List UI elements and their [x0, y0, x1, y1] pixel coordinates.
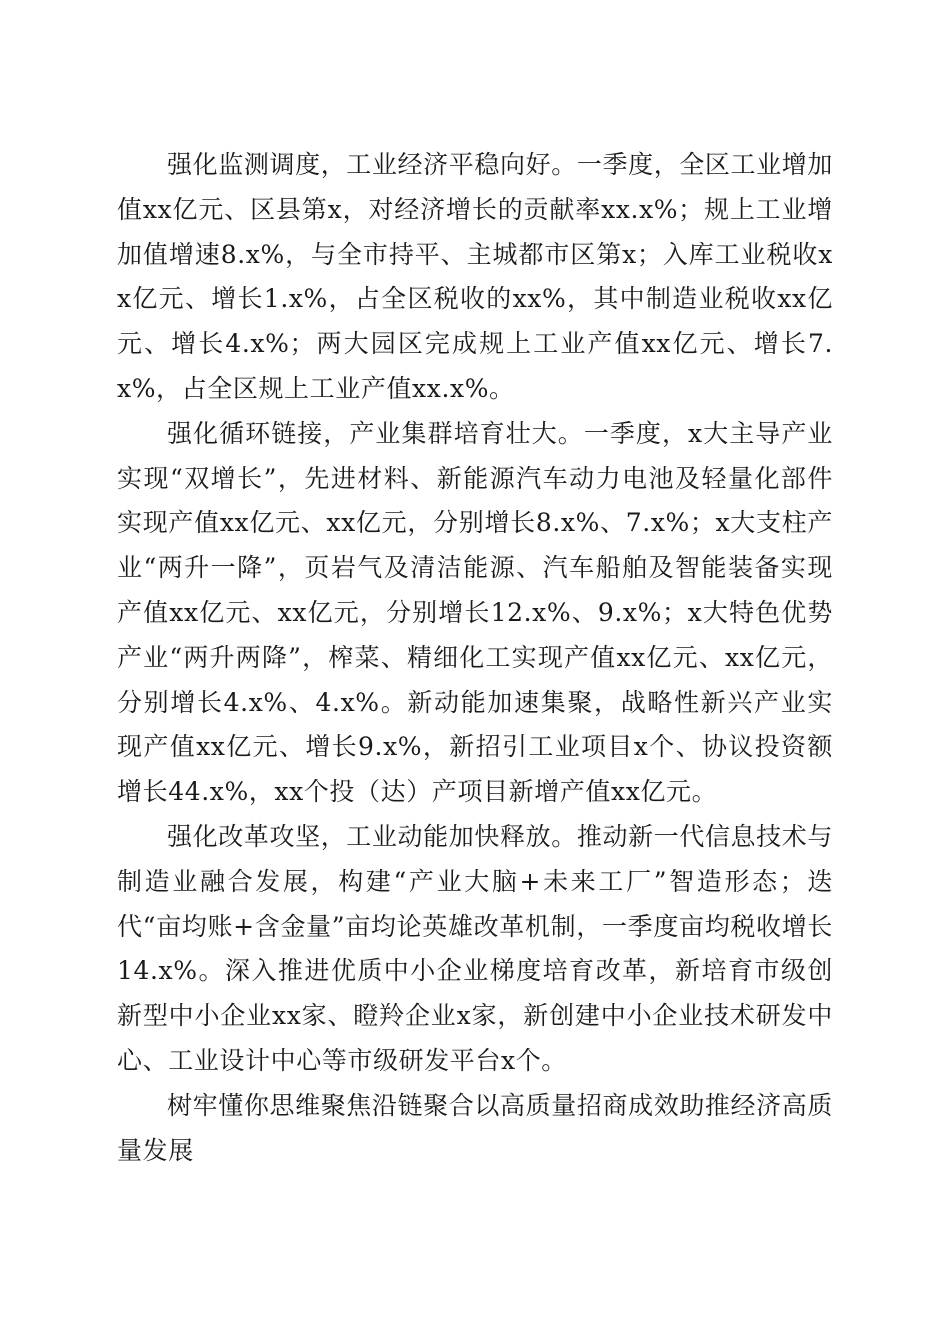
- paragraph-industrial-economy: 强化监测调度，工业经济平稳向好。一季度，全区工业增加值xx亿元、区县第x，对经济增长的贡献率xx.x%；规上工业增加值增速8.x%，与全市持平、主城都市区第x；入库工业税收xx亿元、增长1.x%，占全区税收的xx%，其中制造业税收xx亿元、增长4.x%；两大园区完成规上工业产值xx亿元、增长7.x%，占全区规上工业产值xx.x%。: [117, 150, 833, 403]
- document-page: [117, 143, 833, 1173]
- paragraph-reform: 强化改革攻坚，工业动能加快释放。推动新一代信息技术与制造业融合发展，构建“产业大脑+未来工厂”智造形态；迭代“亩均账+含金量”亩均论英雄改革机制，一季度亩均税收增长14.x%。深入推进优质中小企业梯度培育改革，新培育市级创新型中小企业xx家、瞪羚企业x家，新创建中小企业技术研发中心、工业设计中心等市级研发平台x个。: [117, 821, 833, 1075]
- paragraph-section-heading: 树牢懂你思维聚焦沿链聚合以高质量招商成效助推经济高质量发展: [117, 1090, 833, 1165]
- paragraph-industrial-clusters: 强化循环链接，产业集群培育壮大。一季度，x大主导产业实现“双增长”，先进材料、新能源汽车动力电池及轻量化部件实现产值xx亿元、xx亿元，分别增长8.x%、7.x%；x大支柱产业“两升一降”，页岩气及清洁能源、汽车船舶及智能装备实现产值xx亿元、xx亿元，分别增长12.x%、9.x%；x大特色优势产业“两升两降”，榨菜、精细化工实现产值xx亿元、xx亿元，分别增长4.x%、4.x%。新动能加速集聚，战略性新兴产业实现产值xx亿元、增长9.x%，新招引工业项目x个、协议投资额增长44.x%，xx个投（达）产项目新增产值xx亿元。: [117, 418, 833, 807]
